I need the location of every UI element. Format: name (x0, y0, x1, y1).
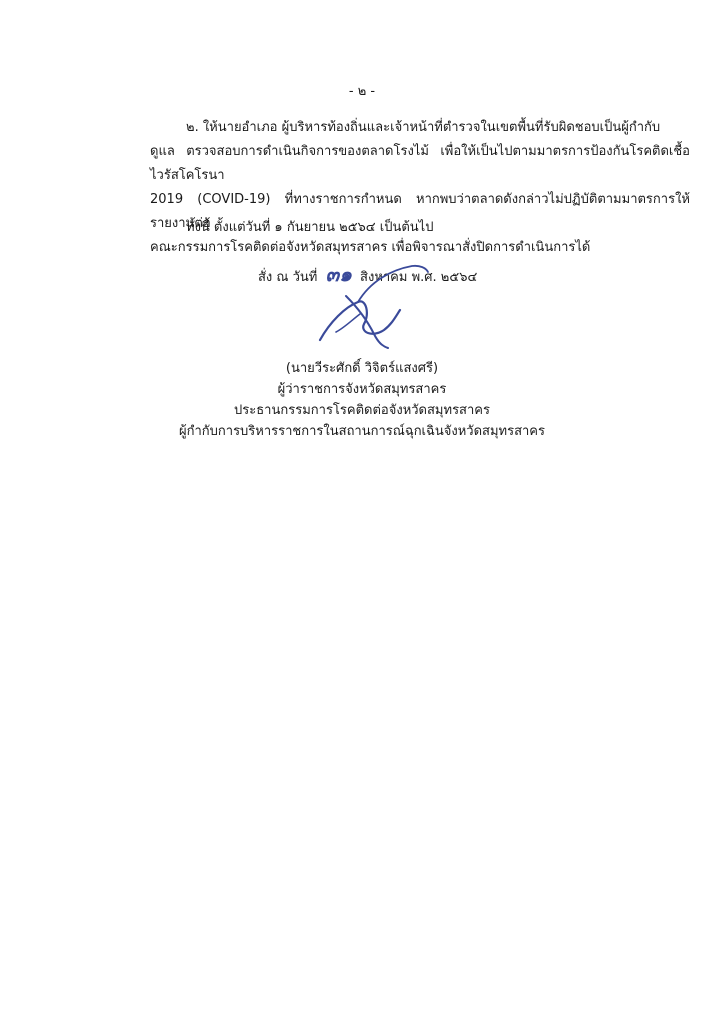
paragraph-line-4: คณะกรรมการโรคติดต่อจังหวัดสมุทรสาคร เพื่อพิจารณาสั่งปิดการดำเนินการได้ (150, 240, 591, 255)
order-date-suffix: สิงหาคม พ.ศ. ๒๕๖๔ (360, 270, 478, 285)
order-paragraph (150, 116, 690, 260)
handwritten-signature (300, 262, 440, 352)
paragraph-line-2: ดูแล ตรวจสอบการดำเนินกิจการของตลาดโรงไม้ เพื่อให้เป็นไปตามมาตรการป้องกันโรคติดเชื้อไวรัสโคโรนา (150, 144, 690, 183)
signatory-position-1: ผู้ว่าราชการจังหวัดสมุทรสาคร (277, 382, 447, 397)
effective-date: ทั้งนี้ ตั้งแต่วันที่ ๑ กันยายน ๒๕๖๔ เป็นต้นไป (186, 220, 434, 235)
signatory-position-2: ประธานกรรมการโรคติดต่อจังหวัดสมุทรสาคร (234, 403, 490, 418)
signatory-name: (นายวีระศักดิ์ วิจิตร์แสงศรี) (285, 361, 439, 376)
page-number: - ๒ - (348, 84, 376, 99)
paragraph-line-3: 2019 (COVID-19) ที่ทางราชการกำหนด หากพบว่าตลาดดังกล่าวไม่ปฏิบัติตามมาตรการให้รายงานต่อ (150, 192, 690, 231)
order-date-prefix: สั่ง ณ วันที่ (258, 270, 318, 285)
paragraph-line-1: ๒. ให้นายอำเภอ ผู้บริหารท้องถิ่นและเจ้าหน้าที่ตำรวจในเขตพื้นที่รับผิดชอบเป็นผู้กำกับ (186, 120, 661, 135)
signatory-position-3: ผู้กำกับการบริหารราชการในสถานการณ์ฉุกเฉินจังหวัดสมุทรสาคร (178, 424, 545, 439)
signatory-block (0, 358, 724, 442)
order-date-day: ๓๑ (325, 262, 352, 286)
